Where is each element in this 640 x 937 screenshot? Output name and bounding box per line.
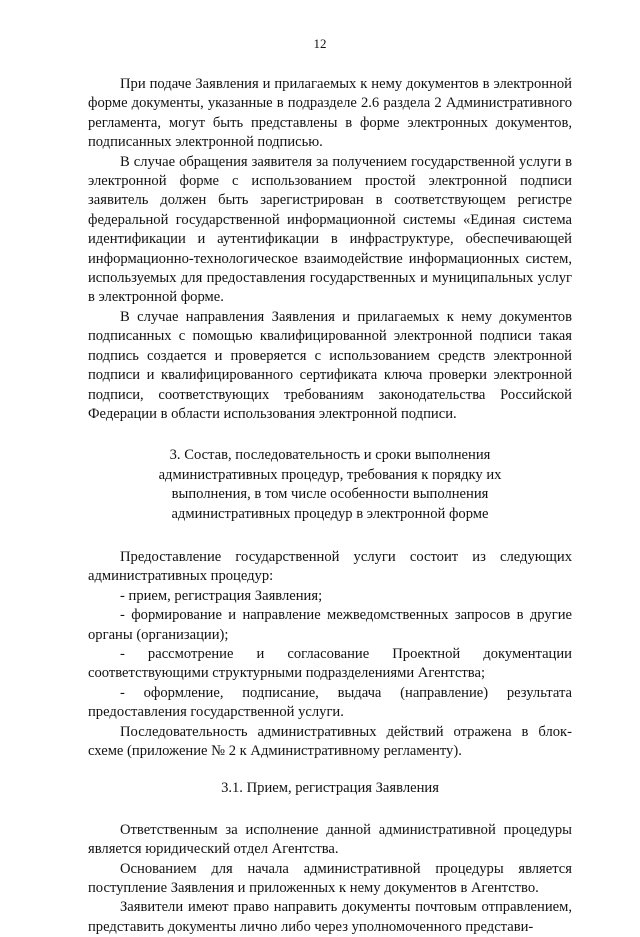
page-number: 12 [313, 36, 327, 51]
heading-line: 3. Состав, последовательность и сроки выполнения [169, 447, 491, 464]
list-item: - рассмотрение и согласование Проектной документации соответствующими структурными подразделениями Агентства; [88, 645, 572, 682]
paragraph: В случае направления Заявления и прилагаемых к нему документов подписанных с помощью квалифицированной электронной подписи такая подпись создается и проверяется с использованием средств электронной подписи и квалифицированного сертификата ключа проверки электронной подписи, соответствующих требованиям законодательства Российской Федерации в области использования электронной подписи. [88, 308, 572, 422]
paragraph: Предоставление государственной услуги состоит из следующих административных процедур: [88, 548, 572, 585]
heading-line: выполнения, в том числе особенности выполнения [171, 486, 489, 503]
heading-line: административных процедур в электронной форме [171, 505, 489, 522]
list-item: - формирование и направление межведомственных запросов в другие органы (организации); [88, 607, 572, 643]
list-item: - прием, регистрация Заявления; [120, 587, 323, 604]
paragraph: При подаче Заявления и прилагаемых к нему документов в электронной форме документы, указанные в подразделе 2.6 раздела 2 Административного регламента, могут быть представлены в форме электронных документов, подписанных электронной подписью. [88, 76, 572, 151]
paragraph: Заявители имеют право направить документы почтовым отправлением, представить документы лично либо через уполномоченного представи- [88, 899, 572, 935]
section-3-heading [88, 446, 572, 524]
heading-line: административных процедур, требования к порядку их [158, 466, 502, 483]
section-3-1-heading: 3.1. Прием, регистрация Заявления [221, 780, 439, 797]
paragraph: Основанием для начала административной процедуры является поступление Заявления и приложенных к нему документов в Агентство. [88, 860, 572, 897]
paragraph: В случае обращения заявителя за получением государственной услуги в электронной форме с использованием простой электронной подписи заявитель должен быть зарегистрирован в соответствующем регистре федеральной государственной информационной системы «Единая система идентификации и аутентификации в инфраструктуре, обеспечивающей информационно-технологическое взаимодействие информационных систем, используемых для предоставления государственных и муниципальных услуг в электронной форме. [88, 153, 572, 306]
paragraph: Последовательность административных действий отражена в блок-схеме (приложение № 2 к Административному регламенту). [88, 723, 572, 759]
body-text [88, 75, 572, 937]
list-item: - оформление, подписание, выдача (направление) результата предоставления государственной услуги. [88, 684, 572, 721]
paragraph: Ответственным за исполнение данной административной процедуры является юридический отдел Агентства. [88, 821, 572, 858]
